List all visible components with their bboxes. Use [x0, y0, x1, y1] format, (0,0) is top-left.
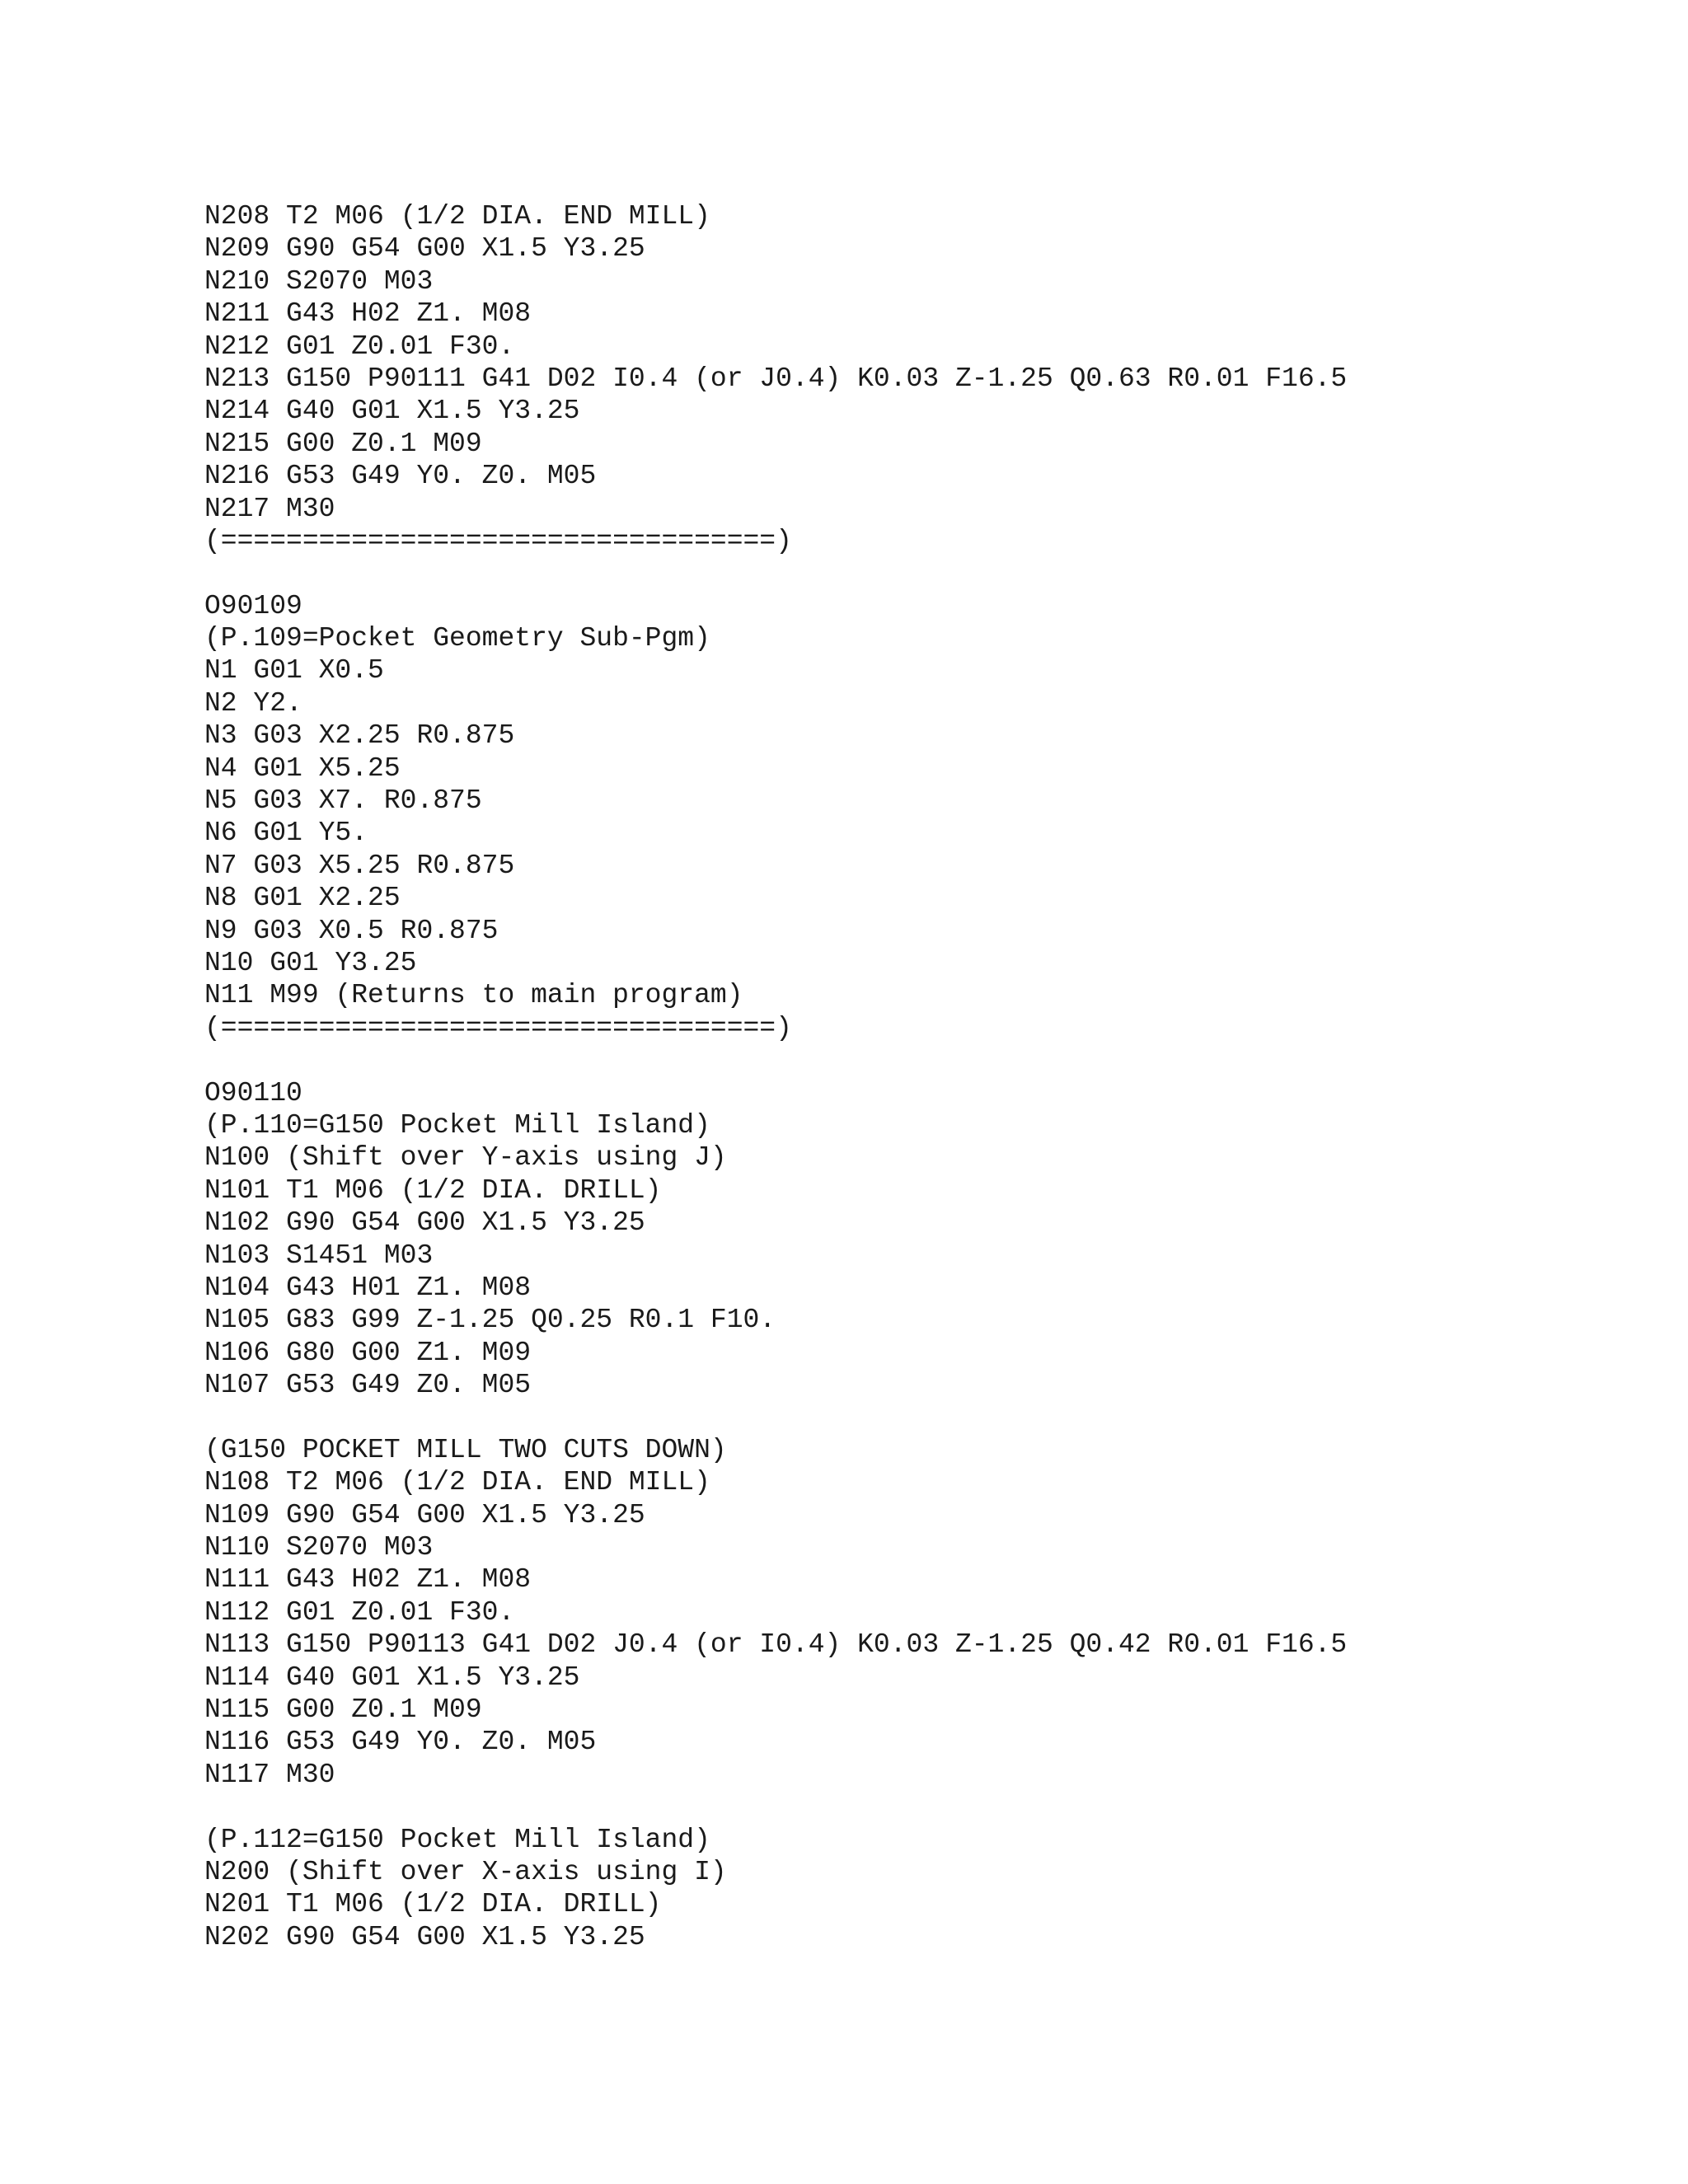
code-line: N109 G90 G54 G00 X1.5 Y3.25 [204, 1499, 645, 1530]
code-line: N217 M30 [204, 493, 335, 524]
code-line: (==================================) [204, 1012, 792, 1043]
code-line: N5 G03 X7. R0.875 [204, 785, 482, 817]
code-line: N101 T1 M06 (1/2 DIA. DRILL) [204, 1174, 662, 1206]
code-line: N2 Y2. [204, 687, 302, 719]
code-line: (G150 POCKET MILL TWO CUTS DOWN) [204, 1434, 727, 1465]
code-line: (P.110=G150 Pocket Mill Island) [204, 1109, 710, 1141]
code-line: N202 G90 G54 G00 X1.5 Y3.25 [204, 1921, 645, 1952]
code-line: N9 G03 X0.5 R0.875 [204, 915, 499, 946]
code-line: N6 G01 Y5. [204, 818, 368, 849]
code-line: (P.112=G150 Pocket Mill Island) [204, 1824, 710, 1855]
code-line: N103 S1451 M03 [204, 1240, 434, 1271]
code-line: N105 G83 G99 Z-1.25 Q0.25 R0.1 F10. [204, 1305, 776, 1336]
code-line: N104 G43 H01 Z1. M08 [204, 1272, 532, 1303]
code-line: N4 G01 X5.25 [204, 752, 401, 784]
code-line: N211 G43 H02 Z1. M08 [204, 298, 532, 330]
code-line: (P.109=Pocket Geometry Sub-Pgm) [204, 623, 710, 654]
code-line: N116 G53 G49 Y0. Z0. M05 [204, 1727, 597, 1758]
code-line: N100 (Shift over Y-axis using J) [204, 1142, 727, 1174]
code-line: N10 G01 Y3.25 [204, 947, 417, 978]
code-line: N213 G150 P90111 G41 D02 I0.4 (or J0.4) K0.03 Z-1.25 Q0.63 R0.01 F16.5 [204, 363, 1348, 394]
code-line: N200 (Shift over X-axis using I) [204, 1856, 727, 1887]
code-line: N115 G00 Z0.1 M09 [204, 1694, 482, 1725]
code-line: N111 G43 H02 Z1. M08 [204, 1564, 532, 1596]
code-line: N209 G90 G54 G00 X1.5 Y3.25 [204, 233, 645, 265]
code-line: N8 G01 X2.25 [204, 883, 401, 914]
code-line: O90110 [204, 1077, 302, 1108]
code-line: N215 G00 Z0.1 M09 [204, 428, 482, 459]
code-line: N110 S2070 M03 [204, 1532, 434, 1563]
code-line: N11 M99 (Returns to main program) [204, 980, 743, 1011]
cnc-program-listing [204, 200, 1347, 1953]
code-line: N212 G01 Z0.01 F30. [204, 330, 515, 362]
blank-line [204, 1044, 1347, 1076]
code-line: N201 T1 M06 (1/2 DIA. DRILL) [204, 1889, 662, 1920]
code-line: N1 G01 X0.5 [204, 655, 384, 687]
blank-line [204, 557, 1347, 589]
code-line: N214 G40 G01 X1.5 Y3.25 [204, 396, 580, 427]
code-line: N107 G53 G49 Z0. M05 [204, 1370, 532, 1401]
code-line: N113 G150 P90113 G41 D02 J0.4 (or I0.4) K0.03 Z-1.25 Q0.42 R0.01 F16.5 [204, 1629, 1348, 1661]
code-line: N7 G03 X5.25 R0.875 [204, 850, 515, 881]
code-line: O90109 [204, 590, 302, 621]
code-line: N114 G40 G01 X1.5 Y3.25 [204, 1661, 580, 1693]
blank-line [204, 1401, 1347, 1433]
code-line: N216 G53 G49 Y0. Z0. M05 [204, 461, 597, 492]
code-line: N210 S2070 M03 [204, 265, 434, 297]
code-line: N102 G90 G54 G00 X1.5 Y3.25 [204, 1207, 645, 1239]
code-line: N3 G03 X2.25 R0.875 [204, 720, 515, 752]
code-line: N106 G80 G00 Z1. M09 [204, 1337, 532, 1368]
code-line: N117 M30 [204, 1759, 335, 1790]
code-line: N112 G01 Z0.01 F30. [204, 1596, 515, 1628]
blank-line [204, 1791, 1347, 1823]
code-line: N208 T2 M06 (1/2 DIA. END MILL) [204, 201, 710, 232]
code-line: N108 T2 M06 (1/2 DIA. END MILL) [204, 1467, 710, 1498]
code-line: (==================================) [204, 525, 792, 556]
